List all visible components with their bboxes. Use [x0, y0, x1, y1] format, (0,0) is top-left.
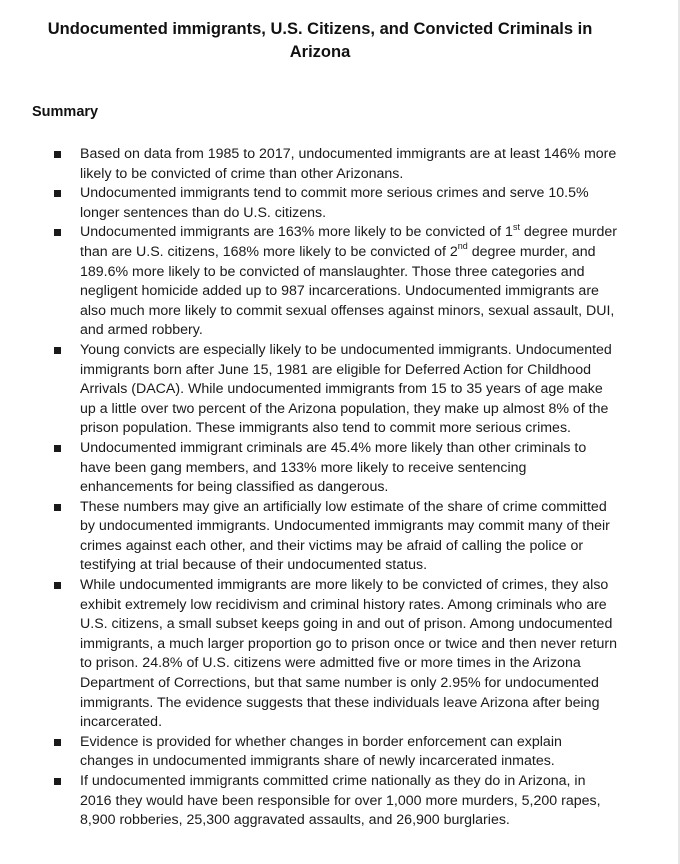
square-bullet-icon [54, 582, 61, 589]
square-bullet-icon [54, 778, 61, 785]
bullet-item-2 [48, 184, 618, 223]
square-bullet-icon [54, 504, 61, 511]
square-bullet-icon [54, 151, 61, 158]
bullet-item-7 [48, 576, 618, 733]
square-bullet-icon [54, 347, 61, 354]
bullet-item-3 [48, 223, 618, 341]
bullet-item-5 [48, 439, 618, 498]
bullet-text [80, 221, 617, 339]
bullet-item-1 [48, 145, 618, 184]
section-heading-summary: Summary [32, 104, 99, 120]
bullet-item-4 [48, 341, 618, 439]
square-bullet-icon [54, 739, 61, 746]
square-bullet-icon [54, 190, 61, 197]
bullet-text: Evidence is provided for whether changes in border enforcement can explain changes in undocumented immigrants share of newly incarcerated inmates. [80, 733, 562, 770]
bullet-text: Young convicts are especially likely to be undocumented immigrants. Undocumented immigrants born after June 15, 1981 are eligible for Deferred Action for Childhood Arrivals (DACA). While undocumented immigrants from 15 to 35 years of age make up a little over two percent of the Arizona population, they make up almost 8% of the prison population. These immigrants also tend to commit more serious crimes. [80, 341, 612, 437]
bullet-item-9 [48, 772, 618, 831]
bullet-item-8 [48, 733, 618, 772]
bullet-text: These numbers may give an artificially low estimate of the share of crime committed by undocumented immigrants. Undocumented immigrants may commit many of their crimes against each other, and their victims may be afraid of calling the police or testifying at trial because of their undocumented status. [80, 498, 610, 574]
bullet-text-part: Undocumented immigrants are 163% more likely to be convicted of 1 [80, 224, 513, 241]
square-bullet-icon [54, 445, 61, 452]
bullet-text: While undocumented immigrants are more likely to be convicted of crimes, they also exhibit extremely low recidivism and criminal history rates. Among criminals who are U.S. citizens, a small subset keeps going in and out of prison. Among undocumented immigrants, a much larger proportion go to prison once or twice and then never return to prison. 24.8% of U.S. citizens were admitted five or more times in the Arizona Department of Corrections, but that same number is only 2.95% for undocumented immigrants. The evidence suggests that these individuals leave Arizona after being incarcerated. [80, 577, 618, 731]
summary-bullet-list [48, 145, 618, 831]
bullet-item-6 [48, 498, 618, 576]
bullet-text: If undocumented immigrants committed crime nationally as they do in Arizona, in 2016 they would have been responsible for over 1,000 more murders, 5,200 rapes, 8,900 robberies, 25,300 aggravated assaults, and 26,900 burglaries. [80, 773, 601, 829]
document-title: Undocumented immigrants, U.S. Citizens, and Convicted Criminals in Arizona [47, 20, 593, 61]
ordinal-superscript: nd [457, 241, 468, 252]
bullet-text: Undocumented immigrant criminals are 45.4% more likely than other criminals to have been gang members, and 133% more likely to receive sentencing enhancements for being classified as dangerous. [80, 439, 587, 496]
ordinal-superscript: st [512, 221, 520, 232]
bullet-text-part: degree murder than are U.S. citizens, 168% more likely to be convicted of 2 [80, 224, 617, 260]
bullet-text: Undocumented immigrants tend to commit more serious crimes and serve 10.5% longer sentences than do U.S. citizens. [80, 185, 589, 221]
square-bullet-icon [54, 229, 61, 236]
bullet-text-part: degree murder, and 189.6% more likely to be convicted of manslaughter. Those three categories and negligent homicide added up to 987 incarcerations. Undocumented immigrants are also much more likely to commit sexual offenses against minors, sexual assault, DUI, and armed robbery. [80, 243, 615, 339]
bullet-text: Based on data from 1985 to 2017, undocumented immigrants are at least 146% more likely to be convicted of crime than other Arizonans. [80, 146, 617, 182]
